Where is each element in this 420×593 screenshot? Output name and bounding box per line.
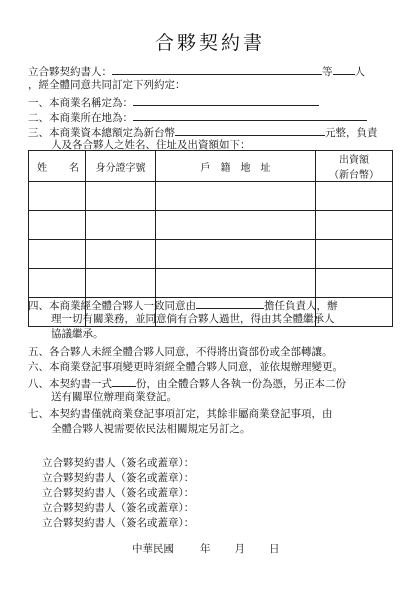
date-era: 中華民國 <box>132 543 174 555</box>
signature-line[interactable]: 立合夥契約書人（簽名或蓋章）： <box>42 487 195 499</box>
table-row <box>29 182 393 211</box>
clause-8-line-2: 全體合夥人視需要依民法相關規定另訂之。 <box>51 423 251 435</box>
cell-name[interactable] <box>29 211 86 240</box>
clause-4-text: 四、本商業經全體合夥人一致同意由 <box>28 300 196 312</box>
cell-address[interactable] <box>156 240 316 269</box>
clause-7-text: 八、本契約書一式 <box>28 378 112 390</box>
clause-7-line-2: 送有關單位辦理商業登記。 <box>51 391 177 403</box>
cell-id[interactable] <box>86 269 156 298</box>
cell-address[interactable] <box>156 211 316 240</box>
cell-id[interactable] <box>86 211 156 240</box>
date-day[interactable]: 日 <box>269 543 280 555</box>
clause-7-suffix: 份，由全體合夥人各執一份為憑，另正本二份 <box>136 378 346 390</box>
business-name-blank[interactable] <box>133 94 319 106</box>
intro-line-2: ，經全體同意共同訂定下列約定： <box>28 79 186 91</box>
header-amount-line1: 出資額 <box>339 155 369 166</box>
cell-name[interactable] <box>29 182 86 211</box>
table-row <box>29 240 393 269</box>
clause-7 <box>28 375 346 391</box>
clause-1 <box>28 94 319 110</box>
clause-1-text: 一、本商業名稱定為： <box>28 97 133 109</box>
header-address: 戶 籍 地 址 <box>156 151 316 182</box>
header-name-b: 名 <box>69 162 79 174</box>
cell-address[interactable] <box>156 182 316 211</box>
cell-amount[interactable] <box>316 211 393 240</box>
clause-4-suffix: 擔任負責人，辦 <box>264 300 338 312</box>
table-header-row <box>29 151 393 182</box>
header-amount <box>316 151 393 182</box>
intro-line-1 <box>28 63 365 79</box>
clause-4 <box>28 297 338 313</box>
date-year[interactable]: 年 <box>200 543 211 555</box>
cell-id[interactable] <box>86 240 156 269</box>
cell-amount[interactable] <box>316 240 393 269</box>
signature-line[interactable]: 立合夥契約書人（簽名或蓋章）： <box>42 457 195 469</box>
clause-3-suffix: 元整，負責 <box>325 127 378 139</box>
clause-4-line-2: 理一切有關業務，並同意倘有合夥人過世，得由其全體繼承人 <box>51 313 335 325</box>
table-row <box>29 211 393 240</box>
clause-6: 六、本商業登記事項變更時須經全體合夥人同意，並依規辦理變更。 <box>28 361 343 373</box>
cell-name[interactable] <box>29 240 86 269</box>
date-line <box>132 542 280 556</box>
partners-blank[interactable] <box>112 63 322 75</box>
business-address-blank[interactable] <box>133 109 367 121</box>
clause-2-text: 二、本商業所在地為： <box>28 112 133 124</box>
intro-suffix-a: 等 <box>322 66 333 78</box>
signature-line[interactable]: 立合夥契約書人（簽名或蓋章）： <box>42 502 195 514</box>
clause-4-line-3: 協議繼承。 <box>51 328 104 340</box>
intro-prefix: 立合夥契約書人： <box>28 66 112 78</box>
cell-address[interactable] <box>156 269 316 298</box>
clause-5: 五、各合夥人未經全體合夥人同意，不得將出資部份或全部轉讓。 <box>28 346 333 358</box>
partner-count-blank[interactable] <box>333 63 355 75</box>
header-id: 身分證字號 <box>86 151 156 182</box>
cell-id[interactable] <box>86 182 156 211</box>
header-name-a: 姓 <box>37 162 47 174</box>
document-title: 合夥契約書 <box>154 32 265 54</box>
intro-suffix-b: 人 <box>354 66 365 78</box>
signature-line[interactable]: 立合夥契約書人（簽名或蓋章）： <box>42 517 195 529</box>
clause-3-line-2: 人及各合夥人之姓名、住址及出資額如下： <box>51 139 251 151</box>
header-amount-line2: （新台幣） <box>329 170 379 181</box>
cell-name[interactable] <box>29 269 86 298</box>
cell-amount[interactable] <box>316 182 393 211</box>
clause-8: 七、本契約書僅就商業登記事項訂定，其餘非屬商業登記事項，由 <box>28 408 333 420</box>
table-row <box>29 269 393 298</box>
clause-3-text: 三、本商業資本總額定為新台幣 <box>28 127 175 139</box>
header-name <box>29 151 86 182</box>
cell-amount[interactable] <box>316 269 393 298</box>
signature-line[interactable]: 立合夥契約書人（簽名或蓋章）： <box>42 472 195 484</box>
copies-count-blank[interactable] <box>112 375 136 387</box>
capital-amount-blank[interactable] <box>175 124 325 136</box>
clause-2 <box>28 109 367 125</box>
date-month[interactable]: 月 <box>234 543 245 555</box>
manager-name-blank[interactable] <box>196 297 264 309</box>
